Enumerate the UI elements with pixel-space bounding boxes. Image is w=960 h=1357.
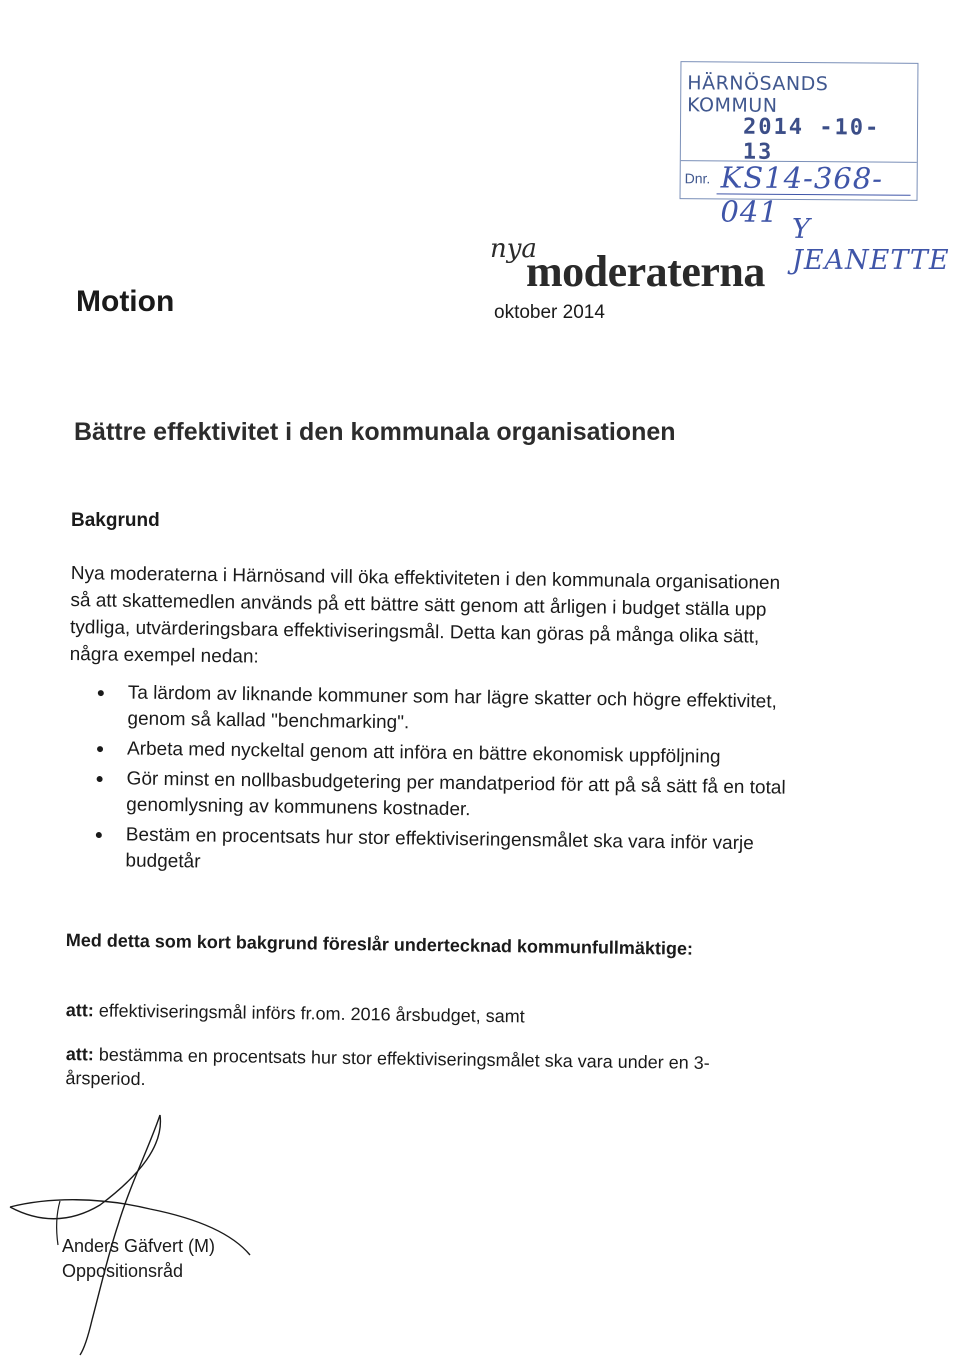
handwritten-signature	[0, 1105, 260, 1357]
list-item-line: budgetår	[125, 850, 201, 873]
list-item	[94, 766, 815, 828]
section-heading-background: Bakgrund	[71, 510, 160, 531]
bullet-icon	[96, 832, 102, 838]
bullet-icon	[97, 776, 103, 782]
proposal-clause-1	[66, 1000, 525, 1027]
paragraph-line: tydliga, utvärderingsbara effektiviseringsmål. Detta kan göras på många olika sätt,	[69, 616, 760, 648]
list-item-line: genomlysning av kommunens kostnader.	[126, 794, 471, 821]
logo-main-text: moderaterna	[526, 247, 765, 296]
list-item	[95, 680, 816, 742]
clause-label: att:	[65, 1043, 94, 1065]
document-date: oktober 2014	[494, 302, 605, 323]
stamp-organization: HÄRNÖSANDS KOMMUN	[687, 72, 829, 117]
stamp-dnr-handwritten: KS14-368-041	[720, 160, 884, 229]
paragraph-line: några exempel nedan:	[69, 643, 259, 668]
logo-small-text: nya	[490, 234, 537, 264]
paragraph-line: så att skattemedlen används på ett bättre sätt genom att årligen i budget ställa upp	[70, 589, 767, 621]
stamp-date: 2014 -10- 13	[742, 114, 881, 165]
list-item-line: genom så kallad "benchmarking".	[127, 708, 410, 734]
bullet-icon	[97, 746, 103, 752]
list-item-line: Bestäm en procentsats hur stor effektiviseringensmålet ska vara inför varje	[125, 824, 754, 855]
proposal-clause-2	[65, 1042, 766, 1100]
signer-role: Oppositionsråd	[62, 1261, 184, 1281]
clause-text: effektiviseringsmål införs fr.om. 2016 årsbudget, samt	[93, 1000, 525, 1027]
background-paragraph	[69, 560, 830, 679]
bullet-icon	[98, 690, 104, 696]
stamp-dnr-label: Dnr.	[684, 170, 711, 187]
document-type: Motion	[76, 285, 175, 318]
proposal-heading: Med detta som kort bakgrund föreslår undertecknad kommunfullmäktige:	[65, 930, 694, 959]
clause-label: att:	[65, 1000, 94, 1021]
handler-note-handwritten: Y JEANETTE	[792, 214, 950, 276]
list-item-line: Arbeta med nyckeltal genom att införa en bättre ekonomisk uppföljning	[126, 738, 721, 768]
signer-name: Anders Gäfvert (M)	[62, 1236, 216, 1256]
list-item-line: Ta lärdom av liknande kommuner som har lägre skatter och högre effektivitet,	[127, 682, 778, 713]
example-list	[93, 680, 816, 888]
list-item	[93, 822, 814, 884]
document-title: Bättre effektivitet i den kommunala organisationen	[74, 418, 676, 446]
paragraph-line: Nya moderaterna i Härnösand vill öka effektiviteten i den kommunala organisationen	[70, 562, 781, 594]
clause-text: bestämma en procentsats hur stor effektiviseringsmålet ska vara under en 3-årsperiod.	[65, 1044, 710, 1090]
registration-stamp	[680, 61, 919, 229]
list-item-line: Gör minst en nollbasbudgetering per mandatperiod för att på så sätt få en total	[126, 768, 786, 799]
